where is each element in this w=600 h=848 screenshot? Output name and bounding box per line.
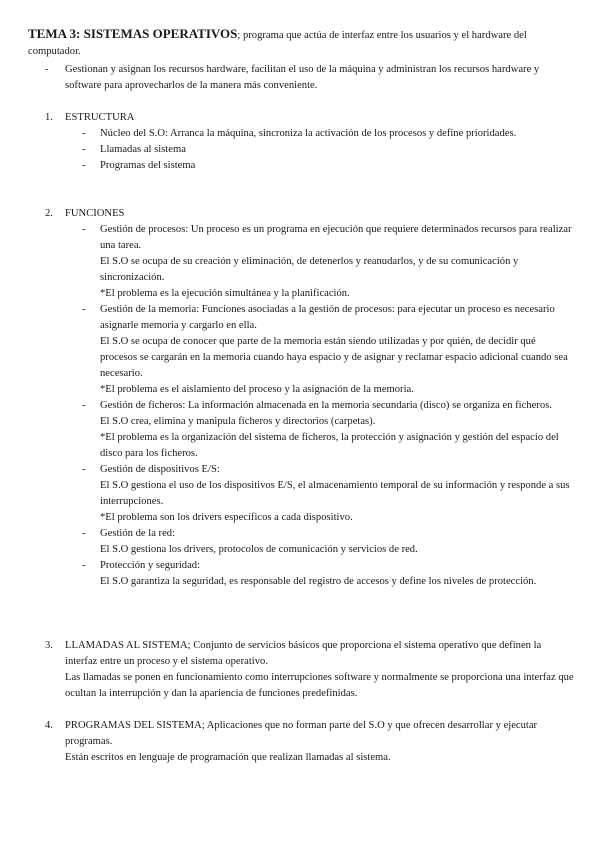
bullet-dash: - — [82, 160, 86, 171]
section-estructura — [45, 110, 575, 174]
section-paragraph: Están escritos en lenguaje de programación que realizan llamadas al sistema. — [65, 752, 391, 763]
bullet-dash: - — [82, 224, 86, 235]
bullet-dash: - — [82, 400, 86, 411]
section-funciones — [45, 206, 575, 590]
item-line: El S.O gestiona el uso de los dispositivos E/S, el almacenamiento temporal de su información y responde a sus interrupciones. — [100, 480, 570, 507]
item-note: *El problema es la organización del sistema de ficheros, la protección y asignación y gestión del espacio del disco para los ficheros. — [100, 432, 559, 459]
item-line: El S.O gestiona los drivers, protocolos de comunicación y servicios de red. — [100, 544, 418, 555]
section-paragraph: Las llamadas se ponen en funcionamiento como interrupciones software y normalmente se proporciona una interfaz que ocultan la interrupción y dan la apariencia de funciones predefinidas. — [65, 672, 574, 699]
bullet-dash: - — [45, 64, 49, 75]
item-note: *El problema es el aislamiento del proceso y la asignación de la memoria. — [100, 384, 414, 395]
section-heading — [45, 718, 575, 750]
title-definition: ; programa que actúa de interfaz entre los usuarios y el hardware del computador. — [28, 30, 527, 57]
item-line: El S.O crea, elimina y manipula ficheros y directorios (carpetas). — [100, 416, 376, 427]
item-line: Gestión de la red: — [100, 528, 176, 539]
item-line: El S.O se ocupa de conocer que parte de la memoria están siendo utilizadas y por quién, de decidir qué procesos se cargarán en la memoria cuando haya espacio y de asignar y reclamar espacio adicional cuando sea necesario. — [100, 336, 568, 379]
item-line: El S.O garantiza la seguridad, es responsable del registro de accesos y define los niveles de protección. — [100, 576, 537, 587]
list-item-memoria — [82, 302, 575, 398]
bullet-dash: - — [82, 304, 86, 315]
list-item-procesos — [82, 222, 575, 302]
list-item-text: Programas del sistema — [100, 160, 196, 171]
section-heading — [45, 110, 575, 126]
list-item-text: Llamadas al sistema — [100, 144, 186, 155]
bullet-dash: - — [82, 464, 86, 475]
section-number: 3. — [45, 640, 53, 651]
list-item-ficheros — [82, 398, 575, 462]
item-line: El S.O se ocupa de su creación y eliminación, de detenerlos y reanudarlos, y de su comunicación y sincronización. — [100, 256, 519, 283]
section-number: 2. — [45, 208, 53, 219]
list-item — [82, 126, 575, 142]
item-note: *El problema es la ejecución simultánea y la planificación. — [100, 288, 350, 299]
section-title: PROGRAMAS DEL SISTEMA; Aplicaciones que no forman parte del S.O y que ofrecen desarrollar y ejecutar programas. — [65, 720, 538, 747]
section-number: 4. — [45, 720, 53, 731]
item-line: Gestión de ficheros: La información almacenada en la memoria secundaria (disco) se organiza en ficheros. — [100, 400, 552, 411]
item-note: *El problema son los drivers específicos a cada dispositivo. — [100, 512, 353, 523]
intro-list — [45, 62, 575, 94]
section-programas — [45, 718, 575, 766]
bullet-dash: - — [82, 128, 86, 139]
list-item — [82, 158, 575, 174]
sub-list — [82, 222, 575, 590]
document-title — [28, 26, 576, 60]
bullet-dash: - — [82, 144, 86, 155]
item-line: Gestión de dispositivos E/S: — [100, 464, 220, 475]
list-item-red — [82, 526, 575, 558]
item-line: Gestión de procesos: Un proceso es un programa en ejecución que requiere determinados recursos para realizar una tarea. — [100, 224, 572, 251]
item-line: Gestión de la memoria: Funciones asociadas a la gestión de procesos: para ejecutar un proceso es necesario asignarle memoria y cargarlo en ella. — [100, 304, 555, 331]
section-title: LLAMADAS AL SISTEMA; Conjunto de servicios básicos que proporciona el sistema operativo que definen la interfaz entre un proceso y el sistema operativo. — [65, 640, 542, 667]
section-title: ESTRUCTURA — [65, 112, 135, 123]
intro-item — [45, 62, 575, 94]
list-item-text: Núcleo del S.O: Arranca la máquina, sincroniza la activación de los procesos y define prioridades. — [100, 128, 517, 139]
title-heading: TEMA 3: SISTEMAS OPERATIVOS — [28, 26, 238, 41]
sub-list — [82, 126, 575, 174]
list-item-seguridad — [82, 558, 575, 590]
intro-text: Gestionan y asignan los recursos hardware, facilitan el uso de la máquina y administran los recursos hardware y software para aprovecharlos de la manera más conveniente. — [65, 64, 540, 91]
item-line: Protección y seguridad: — [100, 560, 201, 571]
section-heading — [45, 206, 575, 222]
bullet-dash: - — [82, 528, 86, 539]
list-item-dispositivos — [82, 462, 575, 526]
section-title: FUNCIONES — [65, 208, 125, 219]
section-number: 1. — [45, 112, 53, 123]
section-heading — [45, 638, 575, 670]
bullet-dash: - — [82, 560, 86, 571]
list-item — [82, 142, 575, 158]
section-llamadas — [45, 638, 575, 702]
